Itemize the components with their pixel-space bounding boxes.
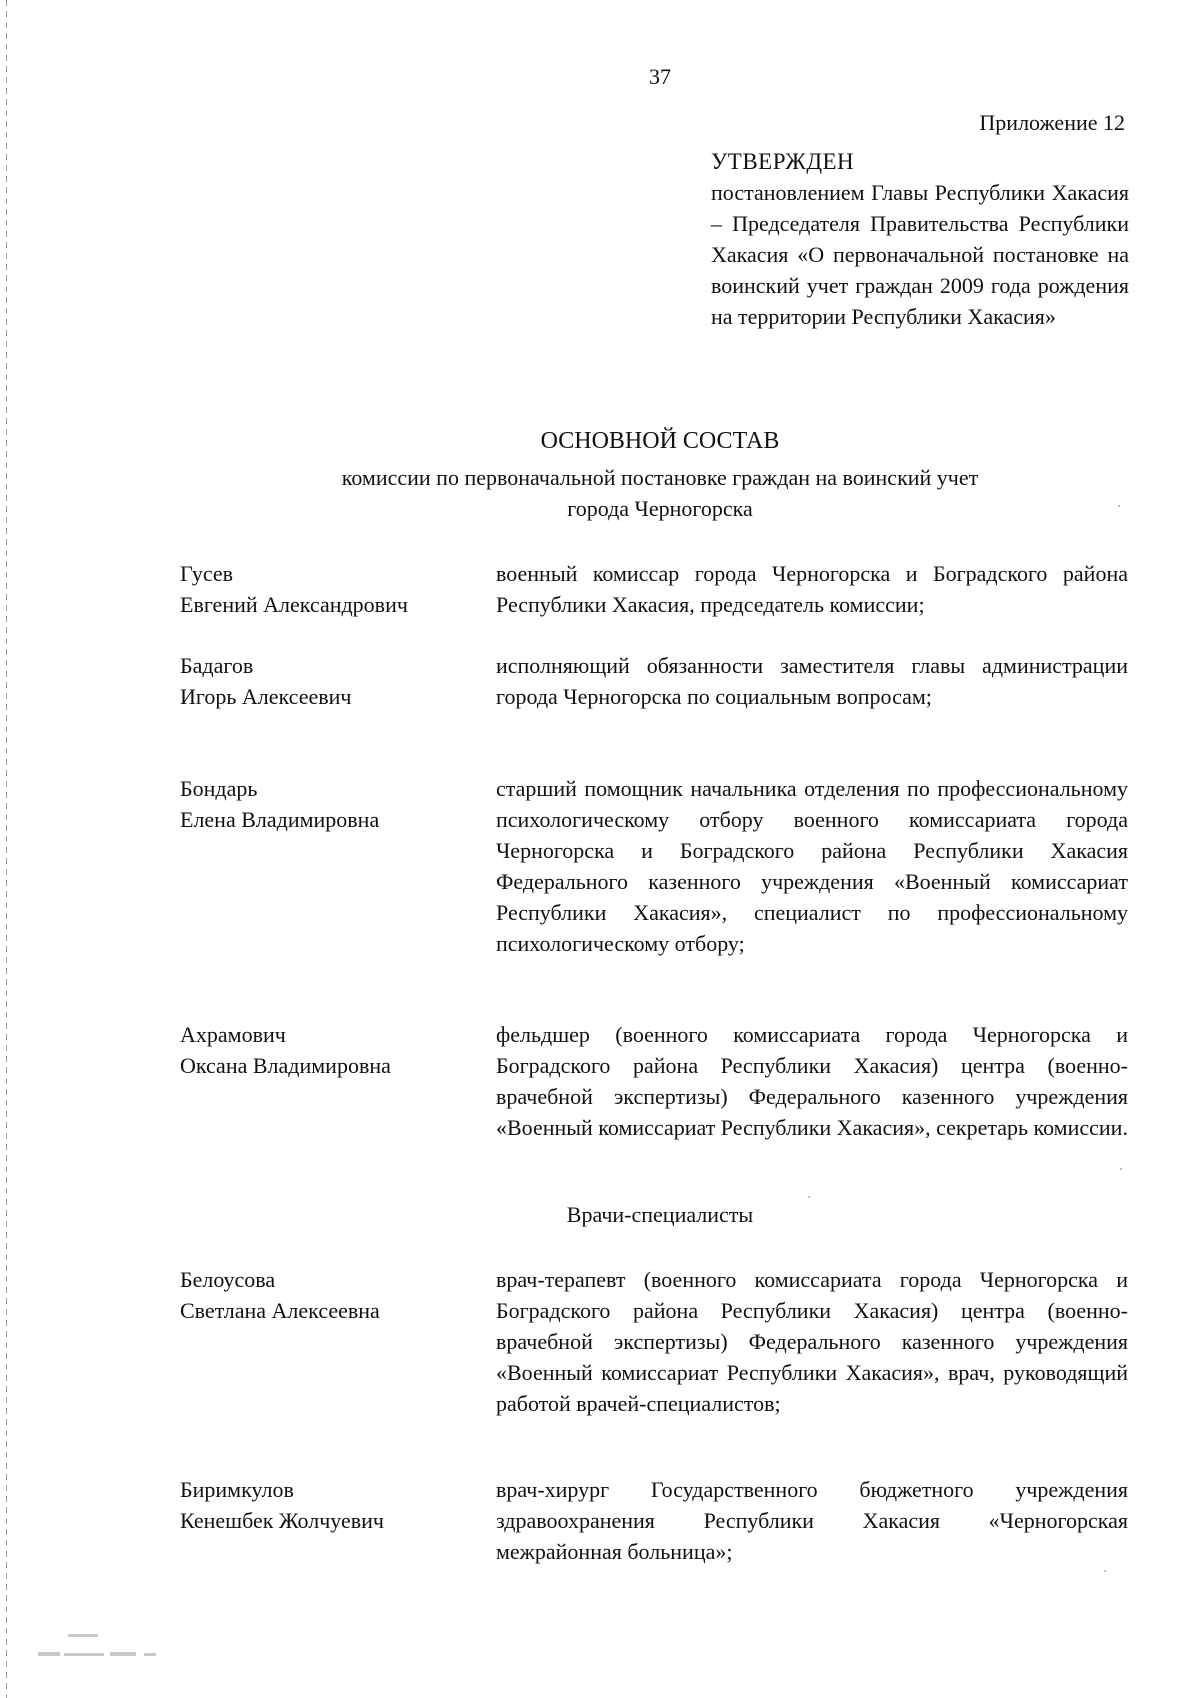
scan-speck xyxy=(1120,1168,1122,1170)
specialist-surname: Белоусова xyxy=(180,1267,276,1292)
member-name xyxy=(180,773,480,835)
member-surname: Бадагов xyxy=(180,653,254,678)
member-surname: Бондарь xyxy=(180,776,258,801)
member-given-names: Игорь Алексеевич xyxy=(180,684,352,709)
member-surname: Гусев xyxy=(180,561,234,586)
specialist-role: врач-хирург Государственного бюджетного учреждения здравоохранения Республики Хакасия «Черногорская межрайонная больница»; xyxy=(496,1477,1128,1564)
member-role: военный комиссар города Черногорска и Боградского района Республики Хакасия, председатель комиссии; xyxy=(496,561,1128,617)
specialist-name xyxy=(180,1474,480,1536)
page-number: 37 xyxy=(649,64,671,89)
document-subtitle-line1: комиссии по первоначальной постановке граждан на воинский учет xyxy=(341,465,979,490)
member-given-names: Оксана Владимировна xyxy=(180,1053,391,1078)
member-role: старший помощник начальника отделения по профессиональному психологическому отбору военного комиссариата города Черногорска и Боградского района Республики Хакасия Федерального казенного учреждения «Военный комиссариат Республики Хакасия», специалист по профессиональному психологическому отбору; xyxy=(496,776,1128,956)
document-title: ОСНОВНОЙ СОСТАВ xyxy=(540,428,780,454)
member-role: исполняющий обязанности заместителя главы администрации города Черногорска по социальным вопросам; xyxy=(496,653,1128,709)
member-surname: Ахрамович xyxy=(180,1022,286,1047)
section-heading: Врачи-специалисты xyxy=(566,1202,754,1227)
member-name xyxy=(180,650,480,712)
specialist-role: врач-терапевт (военного комиссариата города Черногорска и Боградского района Республики Хакасия) центра (военно-врачебной экспертизы) Федерального казенного учреждения «Военный комиссариат Республики Хакасия», врач, руководящий работой врачей-специалистов; xyxy=(496,1267,1128,1416)
member-given-names: Елена Владимировна xyxy=(180,807,380,832)
member-role: фельдшер (военного комиссариата города Черногорска и Боградского района Республики Хакасия) центра (военно-врачебной экспертизы) Федерального казенного учреждения «Военный комиссариат Республики Хакасия», секретарь комиссии. xyxy=(496,1022,1128,1140)
specialist-name xyxy=(180,1264,480,1326)
document-subtitle-line2: города Черногорска xyxy=(567,496,753,521)
member-name xyxy=(180,558,480,620)
specialist-given-names: Светлана Алексеевна xyxy=(180,1298,380,1323)
scan-edge-line xyxy=(6,0,7,1698)
scan-speck xyxy=(1118,505,1120,507)
specialist-given-names: Кенешбек Жолчуевич xyxy=(180,1508,384,1533)
approval-title: УТВЕРЖДЕН xyxy=(711,149,855,174)
specialist-surname: Биримкулов xyxy=(180,1477,294,1502)
scan-speck xyxy=(1104,1570,1106,1572)
approval-text: постановлением Главы Республики Хакасия – Председателя Правительства Республики Хакасия «О первоначальной постановке на воинский учет граждан 2009 года рождения на территории Республики Хакасия» xyxy=(711,180,1129,329)
scan-speck xyxy=(808,1196,810,1198)
document-subtitle xyxy=(240,462,1080,524)
member-name xyxy=(180,1019,480,1081)
approval-block xyxy=(711,146,1129,332)
appendix-label: Приложение 12 xyxy=(979,110,1125,135)
scan-smudge xyxy=(28,1632,188,1672)
member-given-names: Евгений Александрович xyxy=(180,592,408,617)
